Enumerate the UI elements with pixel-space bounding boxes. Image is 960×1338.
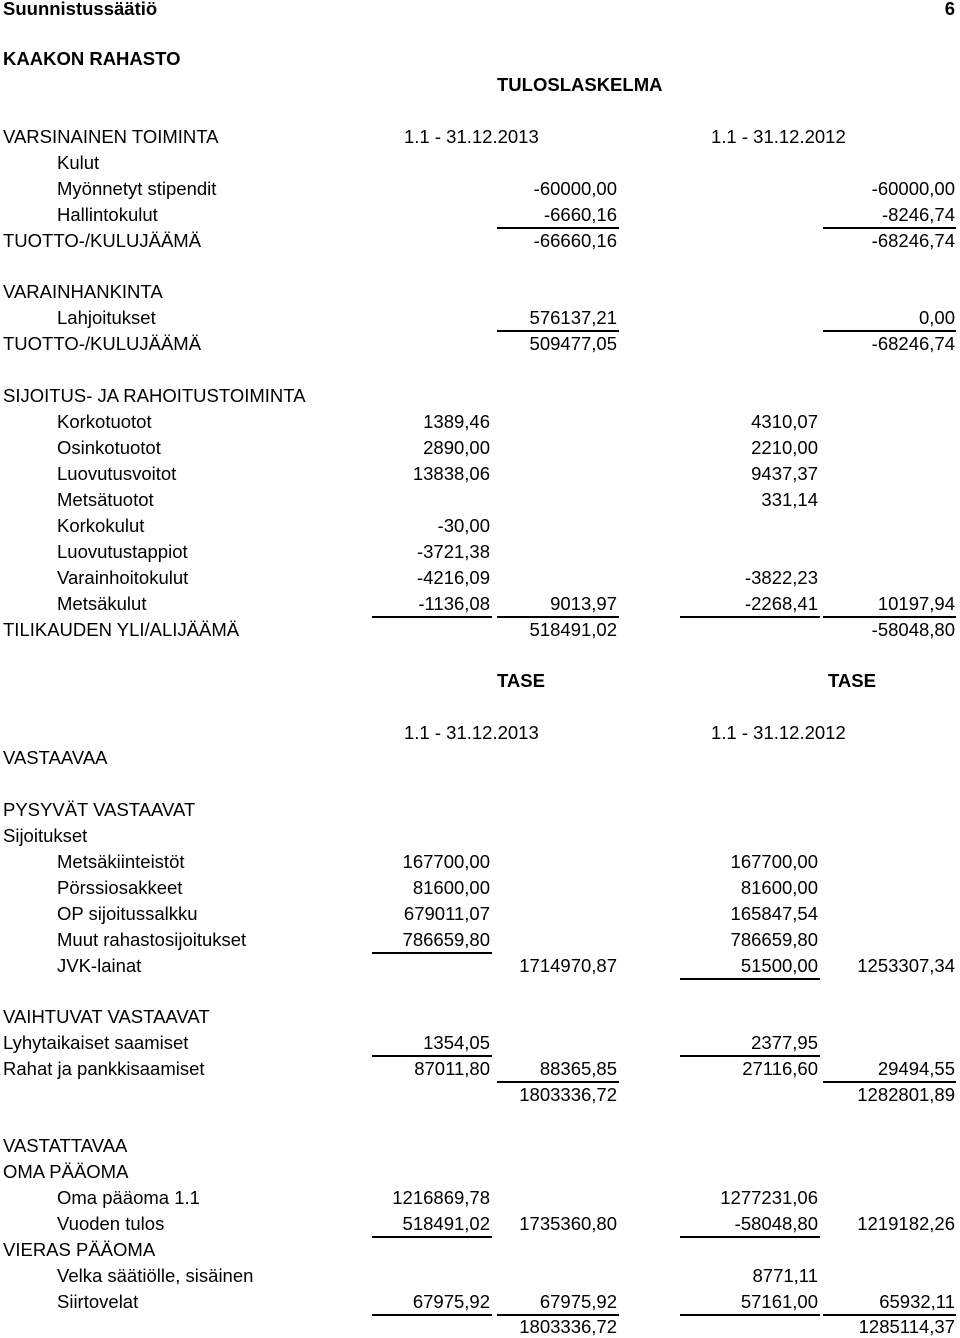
value-tuotto1-2013: -66660,16 [533,230,617,251]
value-oma-paaoma-2013: 1216869,78 [392,1187,490,1208]
row-label-luovutusvoitot: Luovutusvoitot [57,463,177,484]
row-label-muut-rahastosijoitukset: Muut rahastosijoitukset [57,929,247,950]
underline [372,1055,492,1057]
total-oma-paaoma-2013: 1735360,80 [519,1213,617,1234]
underline [823,330,956,332]
row-label-porssiosakkeet: Pörssiosakkeet [57,877,183,898]
total-oma-paaoma-2012: 1219182,26 [857,1213,955,1234]
value-stipendit-2012: -60000,00 [871,178,955,199]
value-luovutusvoitot-2013: 13838,06 [412,463,490,484]
balance-title-2012: TASE [828,670,876,691]
balance-title-2013: TASE [497,670,545,691]
value-porssiosakkeet-2012: 81600,00 [740,877,818,898]
section-varainhankinta: VARAINHANKINTA [3,281,163,302]
balance-period-2013: 1.1 - 31.12.2013 [404,722,539,743]
value-tuotto2-2012: -68246,74 [871,333,955,354]
row-label-lyhytaikaiset-saamiset: Lyhytaikaiset saamiset [3,1032,189,1053]
row-label-luovutustappiot: Luovutustappiot [57,541,188,562]
underline [680,978,820,980]
row-label-oma-paaoma-1-1: Oma pääoma 1.1 [57,1187,200,1208]
value-muut-rahastosijoitukset-2012: 786659,80 [730,929,818,950]
kulut-label: Kulut [57,152,100,173]
row-label-siirtovelat: Siirtovelat [57,1291,139,1312]
value-op-sijoitussalkku-2012: 165847,54 [730,903,818,924]
total-vieras-2013: 67975,92 [539,1291,617,1312]
value-lyhytaikaiset-2012: 2377,95 [751,1032,818,1053]
total-vieras-2012: 65932,11 [879,1291,955,1312]
row-label-stipendit: Myönnetyt stipendit [57,178,217,199]
underline [497,616,619,618]
subsection-oma-paaoma: OMA PÄÄOMA [3,1161,129,1182]
value-op-sijoitussalkku-2013: 679011,07 [403,903,490,924]
underline [497,330,619,332]
section-sijoitus-rahoitustoiminta: SIJOITUS- JA RAHOITUSTOIMINTA [3,385,306,406]
value-metsakiinteistot-2012: 167700,00 [730,851,818,872]
section-vaihtuvat-vastaavat: VAIHTUVAT VASTAAVAT [3,1006,210,1027]
value-oma-paaoma-2012: 1277231,06 [720,1187,818,1208]
underline [680,616,820,618]
value-jvk-lainat-2012: 51500,00 [740,955,818,976]
total-vastaavaa-2013: 1803336,72 [519,1084,617,1105]
row-label-tuotto-kulujaama-2: TUOTTO-/KULUJÄÄMÄ [3,333,202,354]
value-metsakulut-2013: -1136,08 [418,593,490,614]
underline [823,227,956,229]
section-pysyvat-vastaavat: PYSYVÄT VASTAAVAT [3,799,196,820]
underline [680,1314,820,1316]
row-label-jvk-lainat: JVK-lainat [57,955,142,976]
page-number: 6 [944,0,955,19]
value-siirtovelat-2013: 67975,92 [412,1291,490,1312]
row-label-rahat-pankkisaamiset: Rahat ja pankkisaamiset [3,1058,205,1079]
row-label-op-sijoitussalkku: OP sijoitussalkku [57,903,198,924]
value-hallintokulut-2012: -8246,74 [881,204,955,225]
value-varainhoitokulut-2012: -3822,23 [744,567,818,588]
row-label-lahjoitukset: Lahjoitukset [57,307,156,328]
row-label-osinkotuotot: Osinkotuotot [57,437,161,458]
row-label-metsatuotot: Metsätuotot [57,489,154,510]
value-luovutusvoitot-2012: 9437,37 [751,463,818,484]
value-metsatuotot-2012: 331,14 [761,489,818,510]
row-label-vuoden-tulos: Vuoden tulos [57,1213,165,1234]
total-sijoitus-2012: 10197,94 [877,593,955,614]
underline [680,1055,820,1057]
value-vuoden-tulos-2012: -58048,80 [734,1213,818,1234]
value-osinkotuotot-2013: 2890,00 [423,437,490,458]
row-label-varainhoitokulut: Varainhoitokulut [57,567,189,588]
row-label-velka-saatiolle: Velka säätiölle, sisäinen [57,1265,254,1286]
value-luovutustappiot-2013: -3721,38 [416,541,490,562]
section-vastattavaa: VASTATTAVAA [3,1135,128,1156]
value-stipendit-2013: -60000,00 [533,178,617,199]
row-label-korkokulut: Korkokulut [57,515,145,536]
subsection-vieras-paaoma: VIERAS PÄÄOMA [3,1239,156,1260]
value-tilikauden-2013: 518491,02 [529,619,617,640]
value-rahat-2012: 27116,60 [742,1058,818,1079]
row-label-tuotto-kulujaama-1: TUOTTO-/KULUJÄÄMÄ [3,230,202,251]
underline [823,1081,956,1083]
balance-period-2012: 1.1 - 31.12.2012 [711,722,846,743]
income-statement-title: TULOSLASKELMA [497,74,663,95]
total-vastattavaa-2012: 1285114,37 [858,1316,955,1337]
value-korkotuotot-2012: 4310,07 [751,411,818,432]
underline [372,616,492,618]
value-tuotto1-2012: -68246,74 [871,230,955,251]
row-label-metsakulut: Metsäkulut [57,593,147,614]
value-osinkotuotot-2012: 2210,00 [751,437,818,458]
underline [497,1081,619,1083]
row-label-tilikauden-yli-alijaama: TILIKAUDEN YLI/ALIJÄÄMÄ [3,619,240,640]
value-siirtovelat-2012: 57161,00 [740,1291,818,1312]
value-tuotto2-2013: 509477,05 [529,333,617,354]
fund-title: KAAKON RAHASTO [3,48,181,69]
value-metsakiinteistot-2013: 167700,00 [402,851,490,872]
subsection-sijoitukset: Sijoitukset [3,825,88,846]
section-varsinainen-toiminta: VARSINAINEN TOIMINTA [3,126,219,147]
underline [680,1236,820,1238]
value-korkotuotot-2013: 1389,46 [423,411,490,432]
total-vastattavaa-2013: 1803336,72 [519,1316,617,1337]
total-sijoitus-2013: 9013,97 [550,593,617,614]
value-vuoden-tulos-2013: 518491,02 [402,1213,490,1234]
underline [823,616,956,618]
value-korkokulut-2013: -30,00 [437,515,490,536]
row-label-hallintokulut: Hallintokulut [57,204,158,225]
total-vaihtuvat-2013: 88365,85 [539,1058,617,1079]
value-lahjoitukset-2012: 0,00 [918,307,955,328]
value-lyhytaikaiset-2013: 1354,05 [423,1032,490,1053]
period-2013-header: 1.1 - 31.12.2013 [404,126,539,147]
underline [497,227,619,229]
value-velka-2012: 8771,11 [752,1265,818,1286]
value-rahat-2013: 87011,80 [414,1058,490,1079]
period-2012-header: 1.1 - 31.12.2012 [711,126,846,147]
underline [372,952,492,954]
row-label-korkotuotot: Korkotuotot [57,411,152,432]
underline [372,1236,492,1238]
value-muut-rahastosijoitukset-2013: 786659,80 [402,929,490,950]
organization-name: Suunnistussäätiö [3,0,158,19]
value-porssiosakkeet-2013: 81600,00 [412,877,490,898]
total-sijoitukset-2012: 1253307,34 [857,955,955,976]
row-label-metsakiinteistot: Metsäkiinteistöt [57,851,185,872]
value-tilikauden-2012: -58048,80 [871,619,955,640]
value-varainhoitokulut-2013: -4216,09 [416,567,490,588]
total-vaihtuvat-2012: 29494,55 [877,1058,955,1079]
value-metsakulut-2012: -2268,41 [744,593,818,614]
value-lahjoitukset-2013: 576137,21 [529,307,617,328]
total-sijoitukset-2013: 1714970,87 [519,955,617,976]
total-vastaavaa-2012: 1282801,89 [857,1084,955,1105]
value-hallintokulut-2013: -6660,16 [543,204,617,225]
section-vastaavaa: VASTAAVAA [3,747,108,768]
